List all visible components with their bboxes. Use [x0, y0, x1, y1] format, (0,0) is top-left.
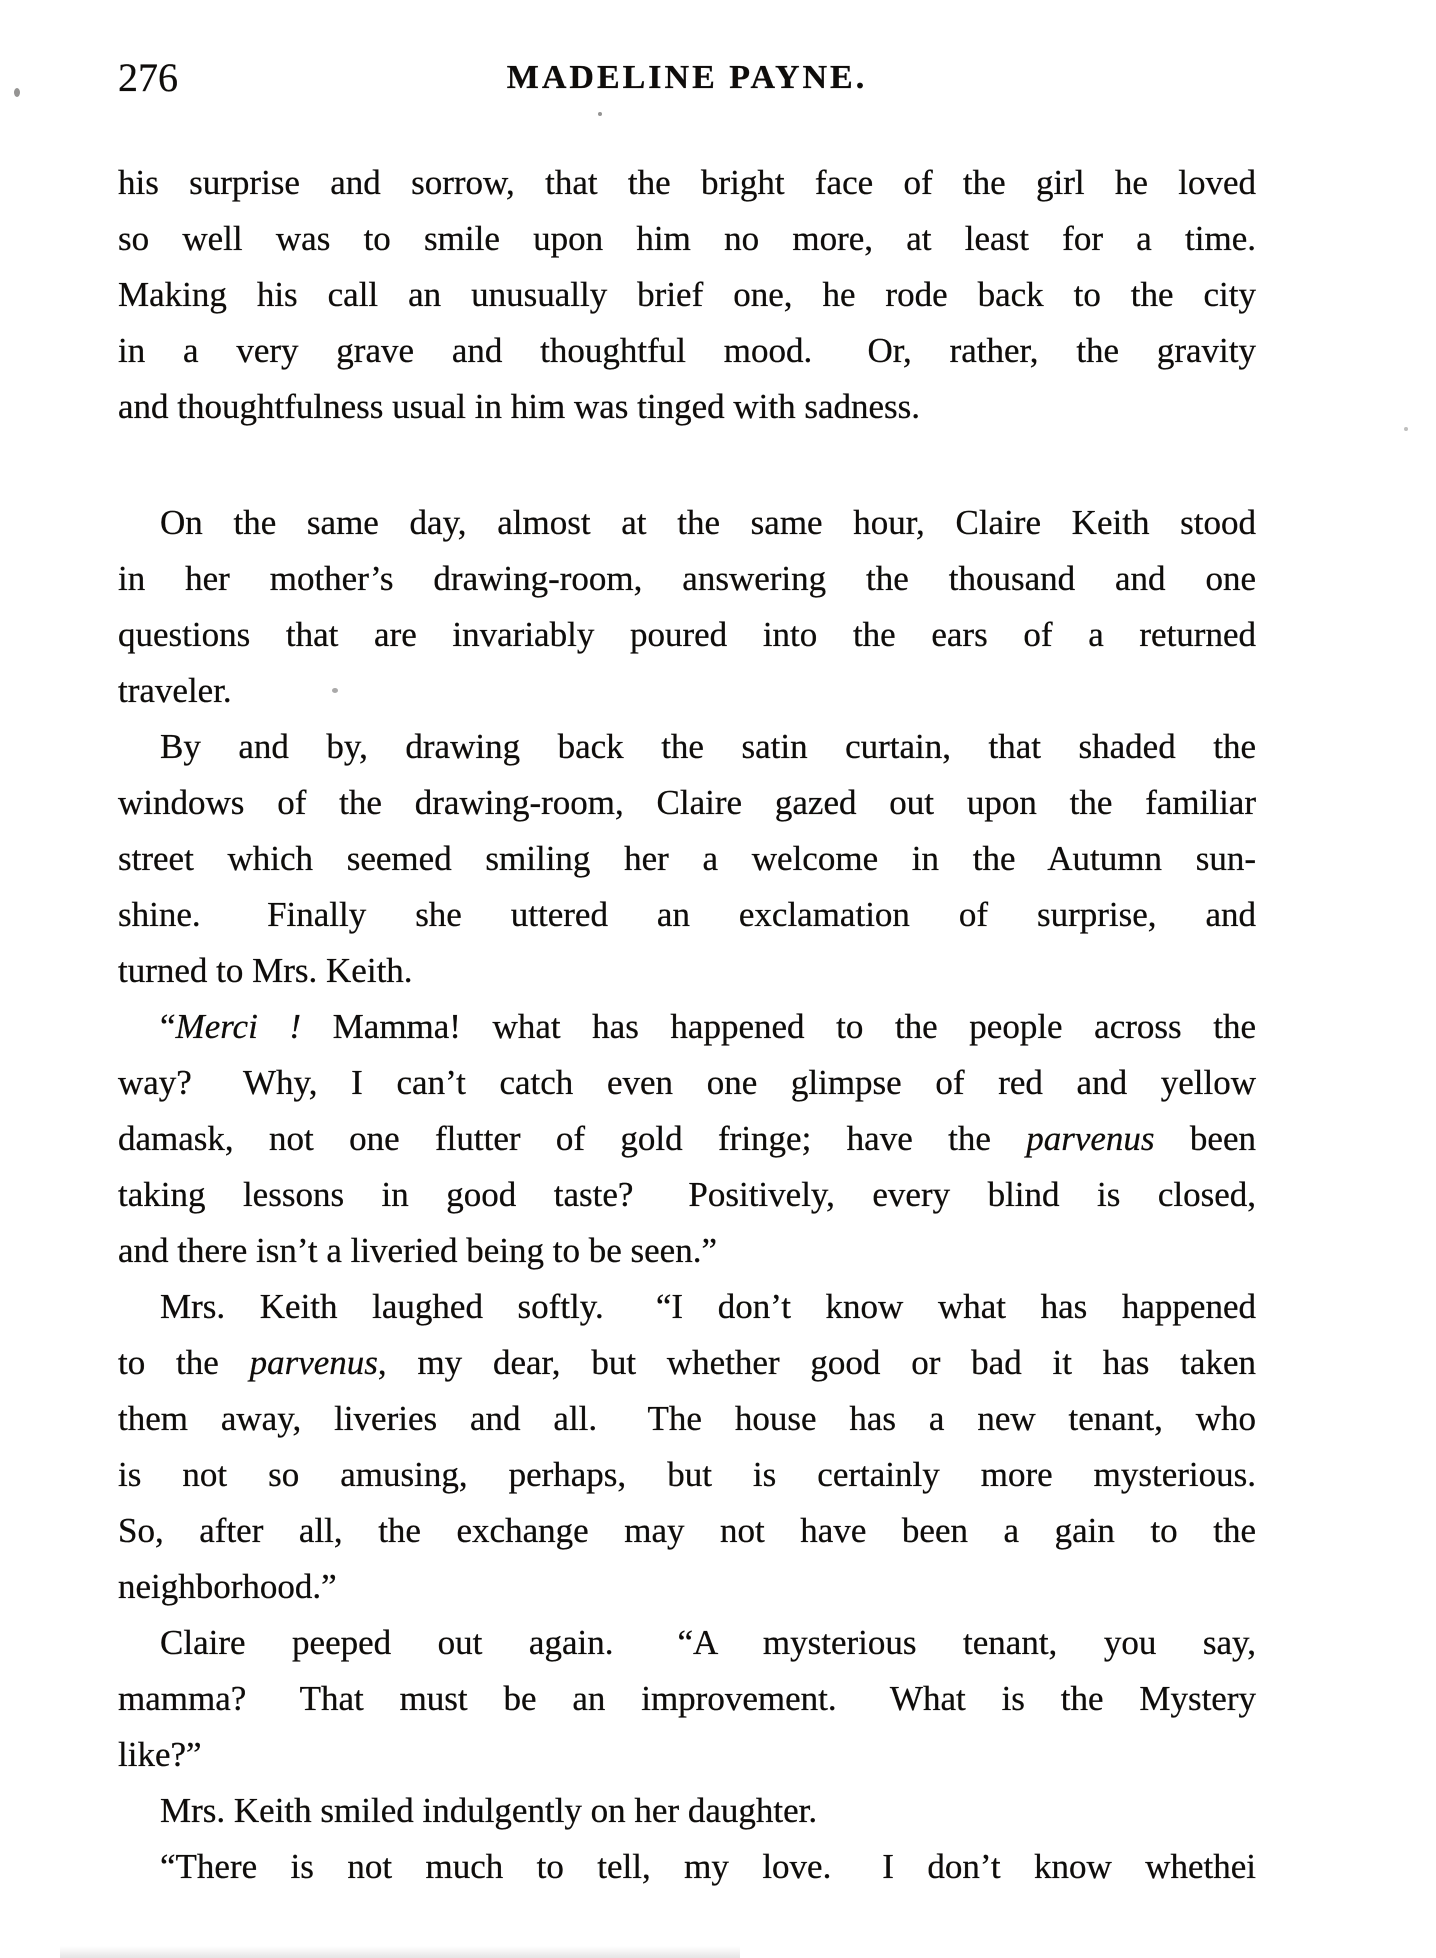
text-run: so well was to smile upon him no more, at least for a time. [118, 219, 1256, 258]
text-run: in her mother’s drawing-room, answering the thousand and one [118, 559, 1256, 598]
scan-speckle [14, 88, 20, 97]
text-run: “ [160, 1007, 176, 1046]
page-number: 276 [118, 55, 178, 100]
text-line [118, 1167, 1256, 1223]
text-run: “There is not much to tell, my love. I don’t know whethei [160, 1847, 1256, 1886]
paragraph [118, 155, 1256, 435]
text-line [118, 719, 1256, 775]
text-run: damask, not one flutter of gold fringe; have the [118, 1119, 1027, 1158]
scan-speckle [332, 688, 338, 693]
text-run: and there isn’t a liveried being to be seen.” [118, 1231, 717, 1270]
text-run: them away, liveries and all. The house has a new tenant, who [118, 1399, 1256, 1438]
text-run: questions that are invariably poured into the ears of a returned [118, 615, 1256, 654]
text-line [118, 831, 1256, 887]
text-run: and thoughtfulness usual in him was tinged with sadness. [118, 387, 921, 426]
text-run: Claire peeped out again. “A mysterious tenant, you say, [160, 1623, 1256, 1662]
text-line [118, 663, 1256, 719]
text-run: to the [118, 1343, 250, 1382]
text-line [118, 1727, 1256, 1783]
paragraph [118, 1839, 1256, 1895]
scan-speckle [1404, 427, 1408, 431]
text-run: Mrs. Keith smiled indulgently on her daughter. [160, 1791, 818, 1830]
text-run: , my dear, but whether good or bad it has taken [377, 1343, 1256, 1382]
paragraph [118, 1783, 1256, 1839]
paragraph [118, 1279, 1256, 1615]
text-run: way? Why, I can’t catch even one glimpse of red and yellow [118, 1063, 1256, 1102]
text-run: By and by, drawing back the satin curtain, that shaded the [160, 727, 1256, 766]
text-line [118, 775, 1256, 831]
scan-smudge [60, 1946, 740, 1958]
text-run: turned to Mrs. Keith. [118, 951, 413, 990]
text-run: taking lessons in good taste? Positively, every blind is closed, [118, 1175, 1256, 1214]
text-run: shine. Finally she uttered an exclamation of surprise, and [118, 895, 1256, 934]
page-header [118, 55, 1256, 101]
text-line [118, 211, 1256, 267]
text-run: Mrs. Keith laughed softly. “I don’t know what has happened [160, 1287, 1256, 1326]
text-run: neighborhood.” [118, 1567, 337, 1606]
text-line [118, 1223, 1256, 1279]
paragraph [118, 495, 1256, 719]
text-line [118, 1335, 1256, 1391]
text-run: his surprise and sorrow, that the bright face of the girl he loved [118, 163, 1256, 202]
text-run: Mamma! what has happened to the people across the [301, 1007, 1256, 1046]
paragraph [118, 1615, 1256, 1783]
text-line [118, 943, 1256, 999]
text-run: mamma? That must be an improvement. What is the Mystery [118, 1679, 1256, 1718]
scan-speckle [598, 112, 602, 116]
text-line [118, 1839, 1256, 1895]
paragraph [118, 719, 1256, 999]
text-line [118, 1615, 1256, 1671]
text-line [118, 1111, 1256, 1167]
text-run: in a very grave and thoughtful mood. Or, rather, the gravity [118, 331, 1256, 370]
text-run: is not so amusing, perhaps, but is certainly more mysterious. [118, 1455, 1256, 1494]
italic-text: Merci ! [175, 1007, 302, 1046]
text-line [118, 1503, 1256, 1559]
running-title: MADELINE PAYNE. [506, 59, 868, 96]
text-run: street which seemed smiling her a welcome in the Autumn sun- [118, 839, 1256, 878]
text-line [118, 323, 1256, 379]
text-run: On the same day, almost at the same hour, Claire Keith stood [160, 503, 1256, 542]
text-line [118, 1447, 1256, 1503]
text-line [118, 1391, 1256, 1447]
text-line [118, 379, 1256, 435]
paragraph [118, 999, 1256, 1279]
italic-text: parvenus [249, 1343, 378, 1382]
text-line [118, 999, 1256, 1055]
text-run: been [1154, 1119, 1256, 1158]
text-run: Making his call an unusually brief one, he rode back to the city [118, 275, 1256, 314]
text-line [118, 267, 1256, 323]
text-run: windows of the drawing-room, Claire gazed out upon the familiar [118, 783, 1256, 822]
text-line [118, 887, 1256, 943]
text-line [118, 607, 1256, 663]
text-line [118, 1055, 1256, 1111]
text-line [118, 551, 1256, 607]
text-line [118, 1559, 1256, 1615]
text-run: like?” [118, 1735, 202, 1774]
text-run: So, after all, the exchange may not have been a gain to the [118, 1511, 1256, 1550]
italic-text: parvenus [1026, 1119, 1155, 1158]
text-run: traveler. [118, 671, 232, 710]
text-line [118, 1671, 1256, 1727]
text-line [118, 1279, 1256, 1335]
page-body [118, 155, 1256, 1895]
text-line [118, 155, 1256, 211]
text-line [118, 495, 1256, 551]
text-line [118, 1783, 1256, 1839]
book-page [118, 55, 1256, 1895]
